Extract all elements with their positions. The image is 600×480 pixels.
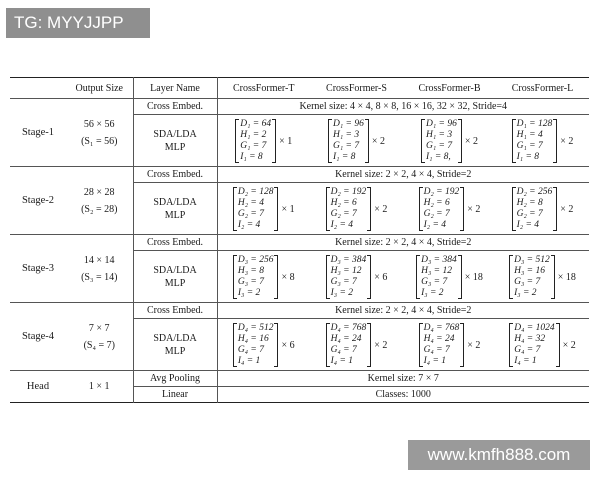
layer-name-line: MLP [164, 141, 186, 153]
config-line: I₂ = 4 [423, 220, 447, 230]
config-line: D₂ = 256 [516, 187, 553, 197]
config-line: I₃ = 2 [514, 288, 537, 298]
config-line: G₃ = 7 [330, 277, 357, 287]
header-model-b: CrossFormer-B [403, 78, 496, 99]
config-line: H₁ = 2 [240, 130, 267, 140]
config-bracket [233, 323, 279, 367]
config-line: I₄ = 1 [330, 356, 354, 366]
block-repeat-count: × 8 [281, 271, 295, 283]
config-line: D₂ = 192 [330, 187, 367, 197]
layer-name-line: SDA/LDA [153, 264, 197, 276]
model-config-cell [217, 115, 310, 167]
config-line: I₃ = 2 [421, 288, 444, 298]
layer-sda-lda-mlp [133, 251, 217, 303]
config-line: G₁ = 7 [333, 141, 360, 151]
config-line: H₁ = 4 [516, 130, 543, 140]
output-size [66, 99, 133, 167]
layer-name-line: SDA/LDA [153, 332, 197, 344]
config-line: D₁ = 128 [516, 119, 553, 129]
layer-cross-embed: Cross Embed. [133, 167, 217, 183]
stage-name: Stage-2 [10, 167, 66, 235]
embed-row [10, 167, 589, 183]
block-repeat-count: × 6 [374, 271, 388, 283]
output-size-s: (S₄ = 7) [83, 339, 115, 351]
embed-row [10, 235, 589, 251]
config-line: D₂ = 192 [423, 187, 460, 197]
config-line: D₄ = 768 [330, 323, 367, 333]
config-bracket [419, 187, 465, 231]
block-repeat-count: × 2 [374, 339, 388, 351]
config-line: H₁ = 3 [426, 130, 453, 140]
architecture-table [10, 77, 589, 403]
config-line: H₃ = 12 [330, 266, 362, 276]
config-line: H₂ = 6 [423, 198, 450, 208]
config-line: G₁ = 7 [240, 141, 267, 151]
config-line: H₃ = 8 [237, 266, 264, 276]
config-line: I₁ = 8 [516, 152, 540, 162]
stage-name: Stage-3 [10, 235, 66, 303]
block-repeat-count: × 2 [560, 203, 574, 215]
config-line: D₁ = 96 [333, 119, 364, 129]
config-matrix [326, 187, 388, 231]
block-repeat-count: × 2 [562, 339, 576, 351]
model-config-cell [403, 115, 496, 167]
config-line: G₄ = 7 [330, 345, 357, 355]
config-line: D₁ = 64 [240, 119, 272, 129]
config-matrix [328, 119, 385, 163]
config-matrix [512, 187, 574, 231]
model-config-cell [496, 183, 589, 235]
layer-sda-lda-mlp [133, 115, 217, 167]
model-config-cell [310, 251, 403, 303]
model-config-cell [496, 251, 589, 303]
model-config-cell [496, 319, 589, 371]
layer-cross-embed: Cross Embed. [133, 303, 217, 319]
stage-name: Stage-4 [10, 303, 66, 371]
head-row [10, 371, 589, 387]
config-line: H₂ = 8 [516, 198, 543, 208]
block-repeat-count: × 18 [557, 271, 576, 283]
config-matrix [235, 119, 292, 163]
config-line: G₂ = 7 [330, 209, 357, 219]
config-line: I₄ = 1 [237, 356, 261, 366]
config-line: D₃ = 512 [514, 255, 550, 265]
model-config-cell [403, 183, 496, 235]
config-line: G₃ = 7 [237, 277, 264, 287]
block-repeat-count: × 2 [467, 203, 481, 215]
output-size [66, 167, 133, 235]
block-repeat-count: × 1 [279, 135, 293, 147]
layer-name-line: MLP [164, 345, 186, 357]
config-bracket [326, 255, 372, 299]
layer-sda-lda-mlp [133, 183, 217, 235]
config-line: H₂ = 4 [237, 198, 264, 208]
config-bracket [233, 187, 279, 231]
config-bracket [419, 323, 465, 367]
config-line: D₄ = 512 [237, 323, 274, 333]
watermark-top: TG: MYYJJPP [6, 8, 150, 38]
config-line: G₂ = 7 [423, 209, 450, 219]
embed-kernel-text: Kernel size: 2 × 2, 4 × 4, Stride=2 [217, 167, 589, 183]
config-line: D₃ = 384 [421, 255, 457, 265]
config-bracket [512, 119, 558, 163]
config-line: D₄ = 1024 [514, 323, 555, 333]
config-line: D₁ = 96 [426, 119, 457, 129]
config-line: I₁ = 8 [333, 152, 356, 162]
config-line: H₄ = 24 [330, 334, 362, 344]
header-model-l: CrossFormer-L [496, 78, 589, 99]
model-config-cell [310, 183, 403, 235]
config-line: H₁ = 3 [333, 130, 360, 140]
config-line: G₃ = 7 [421, 277, 448, 287]
config-matrix [419, 323, 481, 367]
config-bracket [326, 187, 372, 231]
config-line: H₃ = 12 [421, 266, 452, 276]
config-bracket [326, 323, 372, 367]
config-line: I₁ = 8 [240, 152, 263, 162]
config-matrix [326, 255, 388, 299]
output-size-value: 28 × 28 [83, 186, 115, 198]
embed-kernel-text: Kernel size: 4 × 4, 8 × 8, 16 × 16, 32 × 32, Stride=4 [217, 99, 589, 115]
output-size-value: 14 × 14 [83, 254, 115, 266]
model-config-cell [496, 115, 589, 167]
config-line: G₄ = 7 [514, 345, 541, 355]
config-line: D₂ = 128 [237, 187, 274, 197]
model-config-cell [310, 115, 403, 167]
header-layer-name: Layer Name [133, 78, 217, 99]
layer-name-line: SDA/LDA [153, 196, 197, 208]
embed-kernel-text: Kernel size: 2 × 2, 4 × 4, Stride=2 [217, 235, 589, 251]
block-repeat-count: × 2 [467, 339, 481, 351]
head-output-size: 1 × 1 [66, 371, 133, 403]
output-size-s: (S₂ = 28) [81, 203, 118, 215]
config-line: H₂ = 6 [330, 198, 357, 208]
config-bracket [235, 119, 276, 163]
config-line: D₃ = 256 [237, 255, 274, 265]
model-config-cell [403, 251, 496, 303]
header-model-t: CrossFormer-T [217, 78, 310, 99]
config-line: G₄ = 7 [237, 345, 264, 355]
config-line: I₂ = 4 [237, 220, 261, 230]
embed-row [10, 99, 589, 115]
config-line: G₁ = 7 [516, 141, 543, 151]
header-output-size: Output Size [66, 78, 133, 99]
config-line: G₂ = 7 [516, 209, 543, 219]
config-matrix [419, 187, 481, 231]
head-layer-name: Avg Pooling [133, 371, 217, 387]
config-line: I₄ = 1 [514, 356, 537, 366]
config-matrix [416, 255, 483, 299]
header-cell [10, 78, 66, 99]
config-line: H₃ = 16 [514, 266, 545, 276]
output-size [66, 303, 133, 371]
layer-name-line: SDA/LDA [153, 128, 197, 140]
config-line: G₂ = 7 [237, 209, 264, 219]
header-row [10, 78, 589, 99]
config-line: H₄ = 24 [423, 334, 455, 344]
config-line: D₃ = 384 [330, 255, 367, 265]
config-matrix [509, 255, 576, 299]
stage-name: Stage-1 [21, 127, 55, 138]
config-matrix [233, 255, 295, 299]
model-config-cell [217, 183, 310, 235]
block-repeat-count: × 2 [374, 203, 388, 215]
config-bracket [512, 187, 558, 231]
embed-kernel-text: Kernel size: 2 × 2, 4 × 4, Stride=2 [217, 303, 589, 319]
embed-row [10, 303, 589, 319]
config-line: H₄ = 16 [237, 334, 269, 344]
model-config-cell [217, 251, 310, 303]
config-line: I₄ = 1 [423, 356, 447, 366]
layer-cross-embed: Cross Embed. [133, 235, 217, 251]
config-bracket [416, 255, 462, 299]
block-repeat-count: × 2 [560, 135, 574, 147]
config-line: I₂ = 4 [330, 220, 354, 230]
config-bracket [509, 255, 555, 299]
config-bracket [233, 255, 279, 299]
config-matrix [421, 119, 478, 163]
head-layer-text: Classes: 1000 [217, 387, 589, 403]
config-bracket [328, 119, 369, 163]
block-repeat-count: × 18 [464, 271, 483, 283]
head-layer-name: Linear [133, 387, 217, 403]
block-repeat-count: × 2 [464, 135, 478, 147]
config-line: G₃ = 7 [514, 277, 541, 287]
block-repeat-count: × 6 [281, 339, 295, 351]
watermark-bottom: www.kmfh888.com [408, 440, 590, 470]
config-line: I₂ = 4 [516, 220, 540, 230]
layer-name-line: MLP [164, 209, 186, 221]
output-size-s: (S₃ = 14) [81, 271, 118, 283]
config-matrix [326, 323, 388, 367]
config-line: G₁ = 7 [426, 141, 453, 151]
config-matrix [512, 119, 574, 163]
config-line: G₄ = 7 [423, 345, 450, 355]
model-config-cell [403, 319, 496, 371]
model-config-cell [217, 319, 310, 371]
block-repeat-count: × 1 [281, 203, 295, 215]
layer-sda-lda-mlp [133, 319, 217, 371]
layer-name-line: MLP [164, 277, 186, 289]
model-config-cell [310, 319, 403, 371]
config-bracket [509, 323, 559, 367]
config-line: I₃ = 2 [330, 288, 354, 298]
output-size [66, 235, 133, 303]
config-matrix [233, 187, 295, 231]
head-name: Head [10, 371, 66, 403]
head-layer-text: Kernel size: 7 × 7 [217, 371, 589, 387]
block-repeat-count: × 2 [371, 135, 385, 147]
layer-cross-embed: Cross Embed. [133, 99, 217, 115]
output-size-value: 56 × 56 [83, 118, 115, 130]
header-model-s: CrossFormer-S [310, 78, 403, 99]
config-line: I₃ = 2 [237, 288, 261, 298]
config-matrix [233, 323, 295, 367]
config-matrix [509, 323, 575, 367]
output-size-s: (S₁ = 56) [81, 135, 118, 147]
config-bracket [421, 119, 462, 163]
config-line: I₁ = 8, [426, 152, 451, 162]
config-line: D₄ = 768 [423, 323, 460, 333]
config-line: H₄ = 32 [514, 334, 546, 344]
output-size-value: 7 × 7 [88, 322, 110, 334]
